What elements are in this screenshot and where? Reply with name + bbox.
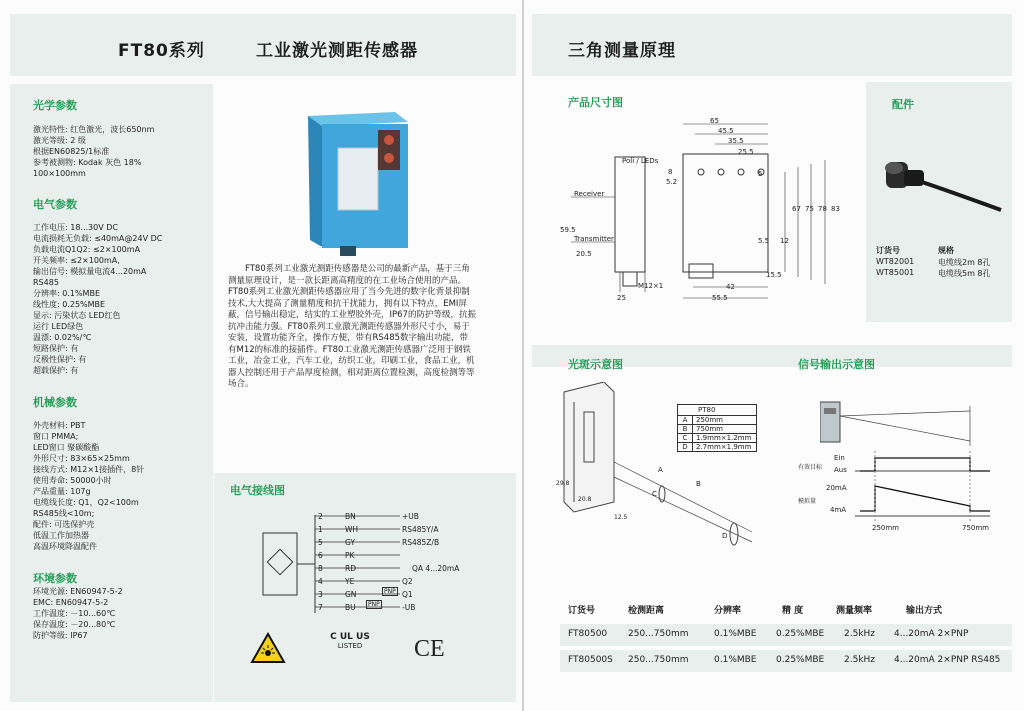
wire-color: PK (345, 551, 355, 560)
table-row (560, 650, 1012, 672)
cell: FT80500 (568, 629, 608, 639)
col-accuracy: 精 度 (782, 606, 804, 616)
signal-4ma: 4mA (830, 506, 847, 514)
wire-pin: 7 (318, 603, 323, 612)
accessory-heading: 配件 (892, 98, 914, 111)
dim-poli-label: Poli / LEDs (622, 157, 659, 165)
dim-receiver-label: Receiver (574, 190, 605, 198)
optical-line: 激光等级: 2 级 (33, 136, 86, 145)
electrical-line: 负载电流Q1Q2: ≤2×100mA (33, 245, 141, 254)
signal-750mm: 750mm (962, 524, 989, 532)
mechanical-line: 接线方式: M12×1接插件，8针 (33, 465, 145, 474)
wire-color: BU (345, 603, 356, 612)
pnp-box-1: PNP (384, 588, 396, 595)
signal-valid-target: 有效目标 (798, 464, 823, 471)
optical-line: 100×100mm (33, 169, 86, 178)
spot-dim-12-5: 12.5 (614, 514, 628, 521)
spot-key: D (678, 443, 693, 451)
electrical-list (33, 222, 162, 376)
electrical-line: 显示: 污染状态 LED红色 (33, 311, 121, 320)
electrical-line: RS485 (33, 278, 59, 287)
environment-line: 环境光源: EN60947-5-2 (33, 587, 123, 596)
ul-listed-mark (326, 632, 374, 650)
wire-signal: -UB (402, 603, 416, 612)
electrical-line: 反极性保护: 有 (33, 355, 87, 364)
accessory-code: WT82001 (876, 257, 915, 266)
dim-78: 78 (818, 205, 827, 213)
mechanical-line: RS485线<10m; (33, 509, 95, 518)
dim-45-5: 45.5 (718, 127, 734, 135)
dimension-heading: 产品尺寸图 (568, 96, 623, 109)
wire-signal: Q2 (402, 577, 413, 586)
optical-line: 参考被测物: Kodak 灰色 18% (33, 158, 142, 167)
cable-connector-image (876, 150, 1006, 220)
optical-line: 根据EN60825/1标准 (33, 147, 110, 156)
electrical-line: 超载保护: 有 (33, 366, 79, 375)
electrical-line: 温漂: 0.02%/℃ (33, 333, 92, 342)
environment-line: 保存温度: －20...80℃ (33, 620, 116, 629)
spot-value: 250mm (696, 416, 723, 424)
wire-pin: 8 (318, 564, 323, 573)
dim-m12-label: M12×1 (638, 282, 664, 290)
mechanical-line: 外壳材料: PBT (33, 421, 86, 430)
dim-42: 42 (726, 283, 735, 291)
environment-line: 防护等级: IP67 (33, 631, 88, 640)
mechanical-heading: 机械参数 (33, 396, 77, 409)
wire-pin: 1 (318, 525, 323, 534)
electrical-line: 开关频率: ≤2×100mA, (33, 256, 120, 265)
cell: 2.5kHz (844, 629, 876, 639)
spot-label-a: A (658, 466, 663, 474)
spot-key: A (678, 416, 693, 424)
cell: FT80500S (568, 655, 613, 665)
cell: 0.1%MBE (714, 655, 757, 665)
spot-value: 750mm (696, 425, 723, 433)
mechanical-line: 配件: 可选保护壳 (33, 520, 95, 529)
wire-signals (402, 510, 459, 614)
wire-pin: 3 (318, 590, 323, 599)
signal-aus: Aus (834, 466, 847, 474)
spot-key: B (678, 425, 693, 433)
dim-8: 8 (668, 168, 673, 176)
signal-analog: 模拟量 (798, 498, 817, 505)
wire-pin: 6 (318, 551, 323, 560)
signal-heading: 信号输出示意图 (798, 358, 875, 371)
wire-signal: QA 4...20mA (412, 564, 460, 573)
wire-signal: Q1 (402, 590, 413, 599)
spot-dim-20-8: 20.8 (578, 496, 592, 503)
wire-signal (402, 549, 459, 562)
optical-list (33, 124, 154, 179)
electrical-line: 工作电压: 18...30V DC (33, 223, 118, 232)
dim-75: 75 (805, 205, 814, 213)
dim-55-5: 55.5 (712, 294, 728, 302)
mechanical-line: 窗口 PMMA; (33, 432, 79, 441)
dim-67: 67 (792, 205, 801, 213)
electrical-line: 运行 LED绿色 (33, 322, 84, 331)
mechanical-list (33, 420, 144, 552)
pnp-box-2: PNP (368, 601, 380, 608)
sensor-photo (300, 108, 420, 258)
ul-logo: C UL US (330, 632, 370, 642)
wire-pin: 2 (318, 512, 323, 521)
mechanical-line: 电缆线长度: Q1，Q2<100m (33, 498, 139, 507)
spot-label-c: C (652, 490, 657, 498)
cell: 0.1%MBE (714, 629, 757, 639)
electrical-line: 输出信号: 模拟量电流4...20mA (33, 267, 147, 276)
dim-25: 25 (617, 294, 626, 302)
cell: 4...20mA 2×PNP (894, 629, 969, 639)
mechanical-line: 产品重量: 107g (33, 487, 91, 496)
wire-color: GY (345, 538, 356, 547)
electrical-line: 线性度: 0.25%MBE (33, 300, 106, 309)
environment-heading: 环境参数 (33, 572, 77, 585)
product-description: FT80系列工业激光测距传感器是公司的最新产品，基于三角测量原理设计，是一款长距离高精度的在工业场合使用的产品。FT80系列工业激光测距传感器应用了当今先进的数字化背景抑制技术,大大提高了测量精度和抗干扰能力，拥有以下特点，EMI屏蔽，信号输出稳定，结实的工业塑胶外壳，IP67的防护等级，抗振抗冲击能力强。FT80系列工业激光测距传感器外形尺寸小，易于安装，设置功能齐全，操作方便，带有RS485数字输出功能，带有M12的标准的接插件。FT80工业激光测距传感器广泛用于钢铁工业，冶金工业，汽车工业，纺织工业，印刷工业，食品工业，机器人控制还用于产品厚度检测，相对距离位置检测，高度检测等等场合。 (228, 264, 476, 389)
wire-signal: RS485Y/A (402, 525, 439, 534)
cell: 0.25%MBE (776, 655, 825, 665)
dim-5-5: 5.5 (758, 237, 770, 245)
cell: 250...750mm (628, 655, 689, 665)
wire-color: GN (345, 590, 357, 599)
col-resolution: 分辨率 (714, 606, 742, 616)
spot-label-b: B (696, 480, 701, 488)
page-fold (522, 0, 524, 711)
series-title: FT80系列 (118, 41, 205, 61)
wire-signal: RS485Z/B (402, 538, 440, 547)
signal-20ma: 20mA (826, 484, 847, 492)
product-title: 工业激光测距传感器 (256, 41, 418, 61)
spot-table-title: PT80 (677, 404, 757, 415)
cell: 0.25%MBE (776, 629, 825, 639)
order-table-header (560, 598, 1012, 620)
wire-color: WH (345, 525, 359, 534)
dim-35-5: 35.5 (728, 137, 744, 145)
spot-value: 2.7mm×1.9mm (696, 443, 752, 451)
mechanical-line: 外形尺寸: 83×65×25mm (33, 454, 130, 463)
dim-12: 12 (780, 237, 789, 245)
electrical-heading: 电气参数 (33, 198, 77, 211)
wiring-heading: 电气接线图 (230, 484, 285, 497)
dim-15-5: 15.5 (766, 271, 782, 279)
wire-signal: +UB (402, 512, 419, 521)
wire-pins (318, 510, 323, 614)
accessory-code: WT85001 (876, 268, 915, 277)
signal-ein: Ein (834, 454, 845, 462)
spot-dim-29-8: 29.8 (556, 480, 570, 487)
accessory-col-order: 订货号 (876, 246, 900, 255)
principle-title: 三角测量原理 (568, 41, 676, 61)
mechanical-line: LED窗口 聚碳酸酯 (33, 443, 100, 452)
spot-table (677, 404, 757, 452)
dim-83: 83 (831, 205, 840, 213)
wire-colors (345, 510, 358, 614)
mechanical-line: 使用寿命: 50000小时 (33, 476, 112, 485)
cell: 2.5kHz (844, 655, 876, 665)
dim-20-5: 20.5 (576, 250, 592, 258)
signal-diagram (820, 396, 1010, 526)
col-output: 输出方式 (906, 606, 943, 616)
dim-5-2: 5.2 (666, 178, 678, 186)
environment-list (33, 586, 123, 641)
mechanical-line: 低温工作加热器 (33, 531, 89, 540)
dim-5: 5 (758, 170, 763, 178)
accessory-col-spec: 规格 (938, 246, 954, 255)
electrical-line: 电流损耗无负载: ≤40mA@24V DC (33, 234, 163, 243)
dim-65: 65 (710, 117, 719, 125)
spot-label-d: D (722, 532, 728, 540)
electrical-line: 分辨率: 0.1%MBE (33, 289, 101, 298)
ce-mark: CE (414, 636, 445, 662)
dim-59-5: 59.5 (560, 226, 576, 234)
dim-transmitter-label: Transmitter (574, 235, 614, 243)
wire-color: BN (345, 512, 356, 521)
order-table (560, 598, 1012, 674)
spot-key: C (678, 434, 693, 442)
cell: 250...750mm (628, 629, 689, 639)
dim-25-5: 25.5 (738, 148, 754, 156)
wire-pin: 4 (318, 577, 323, 586)
spot-value: 1.9mm×1.2mm (696, 434, 752, 442)
environment-line: 工作温度: －10...60℃ (33, 609, 116, 618)
signal-250mm: 250mm (872, 524, 899, 532)
col-order: 订货号 (568, 606, 596, 616)
wire-pin: 5 (318, 538, 323, 547)
wire-color: RD (345, 564, 356, 573)
optical-line: 激光特性: 红色激光，波长650nm (33, 125, 155, 134)
spot-heading: 光斑示意图 (568, 358, 623, 371)
table-row (560, 624, 1012, 646)
cell: 4...20mA 2×PNP RS485 (894, 655, 1001, 665)
col-frequency: 测量频率 (836, 606, 873, 616)
optical-heading: 光学参数 (33, 99, 77, 112)
mechanical-line: 高温环境降温配件 (33, 542, 97, 551)
electrical-line: 短路保护: 有 (33, 344, 79, 353)
accessory-spec: 电缆线5m 8孔 (938, 269, 991, 278)
listed-text: LISTED (337, 642, 363, 650)
environment-line: EMC: EN60947-5-2 (33, 598, 109, 607)
accessory-spec: 电缆线2m 8孔 (938, 258, 991, 267)
wire-color: YE (345, 577, 355, 586)
col-range: 检测距离 (628, 606, 665, 616)
laser-warning-icon (250, 632, 286, 664)
